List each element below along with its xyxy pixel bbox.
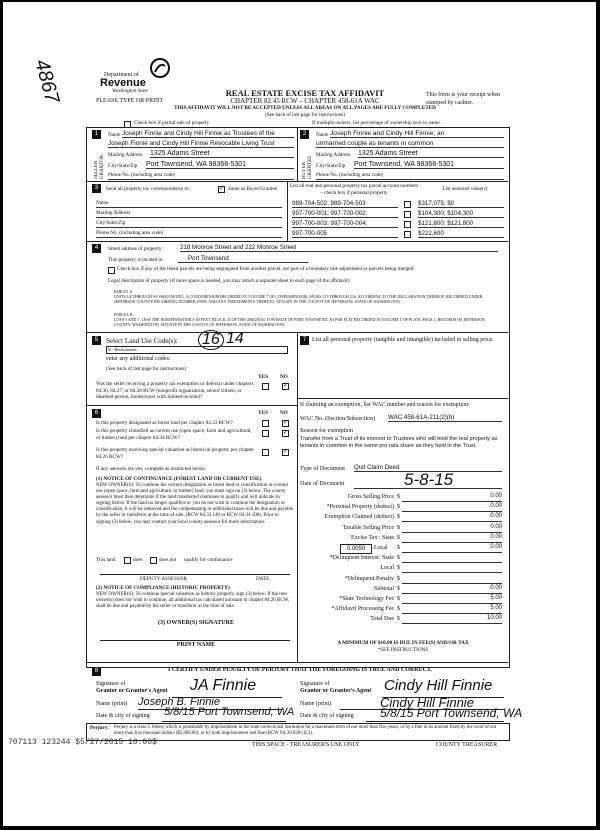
grantee-signature[interactable]: Cindy Hill Finnie	[384, 677, 493, 694]
perjury-label: Perjury:	[90, 725, 110, 731]
tax-row-label: *Delinquent Penalty	[344, 575, 394, 582]
does-label: does	[133, 557, 143, 563]
doc-date-label: Date of Document	[300, 481, 345, 487]
local-tax-value[interactable]: 0.00	[402, 544, 502, 553]
parcel-b-text: LOTS 5 AND 7, LESS THE NORTHWESTERLY 60 FEET, BLOCK 45 OF THE ORIGINAL TOWNSITE OF PORT TOWNSEND, AS PER PLAT RECORDED IN VOLUME 1 OF PLATS, PAGE 1, RECORDS OF JEFFERSON COUNTY, WASHINGTON. SITUATE IN THE COUNTY OF JEFFERSON, STATE OF WASHINGTON.	[114, 317, 485, 327]
sec6-q2-no[interactable]: ✓	[283, 430, 289, 436]
owner-signature-label: (3) OWNER(S) SIGNATURE	[158, 620, 234, 626]
tax-row-value[interactable]: 0.00	[402, 534, 502, 543]
section-1-number: 1	[92, 130, 101, 139]
sec3-city-label: City/State/Zip	[96, 220, 282, 228]
land-use-code-1[interactable]: 16	[198, 330, 224, 350]
sec6-q3-no[interactable]: ✓	[283, 449, 289, 455]
parcel-number[interactable]: 989-704-502; 989-704-503	[292, 200, 398, 208]
print-name-label: PRINT NAME	[176, 642, 216, 648]
dollar-sign: $	[397, 534, 400, 541]
seller-phone-label: Phone No. (including area code)	[108, 172, 294, 180]
parcel-b-label: PARCEL B	[114, 312, 133, 317]
grantor-sig-label-1: Signature of	[96, 681, 126, 687]
date-label: DATE	[256, 576, 270, 582]
grantor-sig-label-2: Grantor or Grantor's Agent	[96, 688, 168, 694]
grantee-date-label: Date & city of signing	[300, 713, 354, 719]
scan-border-top	[0, 0, 600, 2]
scan-border-bottom	[0, 826, 600, 830]
buyer-phone-label: Phone No. (including area code)	[316, 172, 504, 180]
tax-row-value[interactable]	[402, 564, 502, 573]
tax-row-value[interactable]: 0.00	[402, 524, 502, 533]
tax-row-value[interactable]	[402, 554, 502, 563]
personal-property-checkbox[interactable]	[404, 211, 411, 218]
land-use-see-back: (See back of last page for instructions)	[106, 366, 187, 372]
noc-title: (1) NOTICE OF CONTINUANCE (FOREST LAND OR CURRENT USE)	[96, 476, 262, 482]
personal-property-checkbox[interactable]	[404, 201, 411, 208]
type-or-print: PLEASE TYPE OR PRINT	[96, 98, 164, 104]
same-as-buyer-label: Same as Buyer/Grantee	[228, 186, 277, 192]
land-use-code-2[interactable]: 14	[226, 330, 244, 347]
local-rate[interactable]: 0.0050	[340, 544, 372, 554]
perjury-text: Perjury is a class C felony which is punishable by imprisonment in the state correctional institution for a maximum term of not more than five years, or by a fine in an amount fixed by the court of not more than five thousand dollars ($5,000.00), or by both imprisonment and fine (RCW 9A.20.020 (1C)).	[114, 725, 497, 736]
buyer-city-label: City/State/Zip	[316, 163, 346, 169]
personal-property-checkbox[interactable]	[404, 231, 411, 238]
segregated-label: Check box if any of the listed parcels are being segregated from another parcel, are part of a boundary line adjustment or parcels being merged.	[117, 266, 415, 272]
form-title: REAL ESTATE EXCISE TAX AFFIDAVIT	[225, 88, 385, 98]
personal-property-label: List all personal property (tangible and intangible) included in selling price.	[312, 337, 494, 343]
treasurer-use-only: THIS SPACE - TREASURER'S USE ONLY	[252, 742, 360, 748]
grantee-sig-label-1: Signature of	[300, 681, 330, 687]
parcel-number[interactable]: 997-700-005	[292, 230, 398, 238]
grantee-date-city[interactable]: 5/8/15 Port Townsend, WA	[380, 706, 523, 720]
wac-number[interactable]: WAC 458-61A-211(2)(b)	[388, 414, 502, 422]
tax-row-label: *Affidavit Processing Fee	[331, 606, 394, 613]
same-as-buyer-checkbox[interactable]: ✓	[219, 186, 225, 192]
see-instructions: *SEE INSTRUCTIONS	[377, 647, 429, 653]
dollar-sign: $	[397, 555, 400, 562]
treasurer-stamp: 707113 123244 $5/27/2015 10.00$	[8, 738, 157, 747]
seller-vertical-label: SELLER GRANTOR	[94, 154, 105, 179]
dollar-sign: $	[397, 606, 400, 613]
dollar-sign: $	[397, 616, 400, 623]
tax-row-label: Taxable Selling Price	[342, 524, 394, 531]
seller-mail-label: Mailing Address	[108, 152, 143, 158]
sec6-q2: Is this property classified as current use (open space, farm and agricultural, or timber) land per chapter 84.34 RCW?	[96, 428, 252, 441]
send-correspondence-label: Send all property tax correspondence to:	[106, 186, 190, 192]
land-use-label: Select Land Use Code(s):	[106, 337, 178, 345]
dept-line1: Department of	[104, 72, 139, 78]
grantor-date-city[interactable]: 5/8/15 Port Townsend, WA	[164, 706, 295, 718]
doc-date[interactable]: 5-8-15	[404, 470, 454, 489]
section-8-number: 8	[92, 667, 101, 676]
grantor-date-label: Date & city of signing	[96, 713, 150, 719]
local-label: Local	[374, 545, 388, 551]
form-chapter: CHAPTER 82.45 RCW – CHAPTER 458-61A WAC	[230, 97, 380, 105]
dept-line2: Revenue	[100, 77, 146, 89]
parcel-number[interactable]: 997-700-001; 997-700-002;	[292, 210, 398, 218]
street-label: Street address of property:	[108, 246, 163, 252]
scan-border-right	[596, 0, 600, 830]
receipt-note: This form is your receipt when stamped by cashier.	[426, 92, 501, 106]
tax-row-value[interactable]: 5.00	[402, 605, 502, 614]
dollar-sign: $	[397, 514, 400, 521]
tax-row-label: Local	[380, 565, 394, 572]
noc-text: NEW OWNER(S): To continue the current designation as forest land or classification as current use (open space, farm and agriculture, or timber) land, you must sign on (3) below. The county assessor must then determine if the land transferred continues to qualify and will indicate by signing below. If the land no longer qualifies or you do not wish to continue the designation or classification, it will be removed and the compensating or additional taxes will be due and payable by the seller or transferor at the time of sale. (RCW 84.33.140 or RCW 84.34.108). Prior to signing (3) below, you may contact your local county assessor for more information.	[96, 483, 294, 525]
sec3-phone-label: Phone No. (including area code)	[96, 230, 282, 238]
section-6-number: 6	[92, 409, 101, 418]
section-5-number: 5	[92, 336, 101, 345]
tax-row-label: *Delinquent Interest: State	[329, 555, 394, 562]
dollar-sign: $	[397, 545, 400, 551]
section-7-number: 7	[300, 336, 309, 345]
seller-city[interactable]: Port Townsend, WA 98368-5301	[146, 161, 294, 169]
parcel-header: List all real and personal property tax parcel account numbers – check box if personal property	[289, 183, 419, 196]
tax-row-label: Excise Tax : State	[351, 534, 394, 541]
sec6-no: NO	[280, 410, 288, 416]
does-checkbox[interactable]	[124, 557, 131, 564]
assessed-value[interactable]: $104,300; $104,300	[418, 210, 504, 218]
sec3-name-label: Name	[96, 200, 282, 208]
assessed-value[interactable]: $222,600	[418, 230, 504, 238]
sec5-question: Was the seller receiving a property tax exemption or deferral under chapters 84.36, 84.37, or 84.38 RCW (nonprofit organization, senior citizen, or disabled person, homeowner with limited income)?	[96, 381, 254, 400]
minimum-due: A MINIMUM OF $10.00 IS DUE IN FEE(S) AND/OR TAX	[337, 640, 469, 646]
sec6-q1-yes[interactable]	[262, 420, 269, 427]
does-not-label: does not	[159, 557, 177, 563]
dollar-sign: $	[397, 524, 400, 531]
sec6-q1: Is this property designated as forest land per chapter 84.33 RCW?	[96, 420, 233, 426]
exemption-label: If claiming an exemption, list WAC number and reason for exemption:	[300, 402, 470, 408]
qualify-label: qualify for continuance	[184, 557, 233, 563]
tax-row-value[interactable]	[402, 575, 502, 584]
dollar-sign: $	[397, 585, 400, 592]
sec6-q3: Is this property receiving special valuation as historical property per chapter 84.26 RCW?	[96, 447, 254, 460]
hist-title: (2) NOTICE OF COMPLIANCE (HISTORIC PROPERTY)	[96, 585, 230, 591]
sec6-if-yes: If any answers are yes, complete as instructed below.	[96, 466, 207, 472]
buyer-name-line1[interactable]: Joseph Finnie and Cindy Hill Finnie; an	[330, 130, 504, 138]
county-treasurer: COUNTY TREASURER	[436, 742, 498, 748]
dept-line3: Washington State	[112, 88, 148, 94]
seller-name-line2[interactable]: Joseph Finnie and Cindy Hill Finnie Revocable Living Trust	[108, 140, 294, 148]
parcel-a-label: PARCEL A	[114, 289, 133, 294]
grantee-name[interactable]: Cindy Hill Finnie	[380, 695, 474, 710]
personal-property-checkbox[interactable]	[404, 221, 411, 228]
buyer-vertical-label: BUYER GRANTEE	[302, 155, 313, 179]
partial-sale-label: Check box if partial sale of property	[134, 120, 210, 126]
assessed-value[interactable]: $317,075; $0	[418, 200, 504, 208]
buyer-mail-label: Mailing Address	[316, 152, 351, 158]
sec3-mail-label: Mailing Address	[96, 210, 282, 218]
assessed-value[interactable]: $121,800; $121,800	[418, 220, 504, 228]
dollar-sign: $	[397, 575, 400, 582]
tax-row-label: Subtotal	[373, 585, 394, 592]
dollar-sign: $	[397, 494, 400, 500]
tax-row-label: *State Technology Fee	[339, 596, 394, 602]
section-3-number: 3	[92, 184, 101, 193]
buyer-mail[interactable]: 1325 Adams Street	[358, 150, 504, 158]
seller-city-label: City/State/Zip	[108, 163, 138, 169]
tax-row-label: *Personal Property (deduct)	[326, 504, 394, 511]
doc-type-label: Type of Document	[300, 466, 345, 472]
tax-row-value[interactable]: 0.00	[402, 503, 502, 512]
see-back-note: (See back of last page for instructions)	[264, 112, 346, 118]
dollar-sign: $	[397, 565, 400, 572]
located-city[interactable]: Port Townsend	[178, 255, 308, 263]
section-2-number: 2	[300, 130, 309, 139]
tax-row-value[interactable]: 0.00	[402, 513, 502, 522]
tax-row-value[interactable]: 5.00	[402, 595, 502, 604]
this-land-label: This land	[96, 557, 116, 563]
located-label: This property is located in	[108, 257, 163, 263]
value-header: List assessed value(s)	[442, 186, 488, 192]
land-use-select[interactable]: 16 - Hotels/motels	[106, 346, 288, 354]
dollar-sign: $	[397, 596, 400, 602]
tax-row-label: Exemption Claimed (deduct)	[324, 514, 394, 521]
sec5-yes: YES	[258, 374, 269, 380]
buyer-name-label: Name	[316, 132, 329, 138]
tax-row-label: Gross Selling Price	[347, 494, 394, 500]
reason-label: Reason for exemption	[300, 428, 353, 434]
sec5-q1-yes[interactable]	[262, 383, 269, 390]
tax-row-value[interactable]: 0.00	[402, 585, 502, 594]
wac-label: WAC No. (Section/Subsection)	[300, 416, 376, 422]
reason-text[interactable]: Transfer from a Trust of its interest to Trustees who will hold the real property as tenants in common in the same pro rata share as they held in the Trust.	[300, 436, 498, 449]
parcel-a-text: UNITS 1A THROUGH 9A SWAN HOTEL, A CONDOMINIUM RECORDED IN VOLUME 7 OF CONDOMINIUMS, PAGES 213 THROUGH 216, ACCORDING TO THE DECLARATION THEREOF, RECORDED UNDER JEFFERSON COUNTY RECORDING NUMBER 23909, AND ANY AMENDMENTS THERETO, SITUATE IN THE COUNTY OF JEFFERSON, STATE OF WASHINGTON.	[114, 294, 483, 304]
buyer-city[interactable]: Port Townsend, WA 98368-5301	[354, 161, 504, 169]
section-4-number: 4	[92, 244, 101, 253]
margin-note: 4867	[30, 57, 64, 106]
does-not-checkbox[interactable]	[150, 557, 157, 564]
not-accepted-notice: THIS AFFIDAVIT WILL NOT BE ACCEPTED UNLESS ALL AREAS ON ALL PAGES ARE FULLY COMPLETED	[174, 105, 436, 111]
grantee-name-label: Name (print)	[300, 701, 332, 707]
sec6-q2-yes[interactable]	[262, 430, 269, 437]
buyer-name-line2[interactable]: unmarried couple as tenants in common	[316, 140, 504, 148]
tax-row-label: Total Due	[370, 616, 394, 623]
tax-row-value[interactable]: 0.00	[402, 493, 502, 502]
deputy-assessor-label: DEPUTY ASSESSOR	[140, 576, 187, 582]
doc-type[interactable]: Quit Claim Deed	[354, 464, 502, 472]
grantee-sig-label-2: Grantor or Grantee's Agent	[300, 688, 372, 694]
grantor-name-label: Name (print)	[96, 701, 128, 707]
segregated-checkbox[interactable]	[108, 267, 115, 274]
sec5-q1-no[interactable]: ✓	[283, 383, 289, 389]
dollar-sign: $	[397, 504, 400, 511]
parcel-number[interactable]: 997-700-003; 997-700-004;	[292, 220, 398, 228]
street-address[interactable]: 218 Monroe Street and 222 Monroe Street	[180, 244, 498, 252]
seller-mail[interactable]: 1325 Adams Street	[150, 150, 294, 158]
sec6-q3-yes[interactable]	[262, 449, 269, 456]
seller-name-label: Name	[108, 132, 121, 138]
tax-row-value[interactable]: 10.00	[402, 615, 502, 624]
multiple-owners-note: If multiple owners, list percentage of ownership next to name.	[312, 120, 441, 126]
seller-name-line1[interactable]: Joseph Finnie and Cindy Hill Finnie as Trustees of the	[122, 130, 294, 138]
certify-statement: I CERTIFY UNDER PENALTY OF PERJURY THAT THE FOREGOING IS TRUE AND CORRECT.	[167, 667, 432, 673]
legal-desc-label: Legal description of property (if more space is needed, you may attach a separate sheet to each page of the affidavit)	[108, 278, 350, 284]
grantor-name[interactable]: Joseph B. Finnie	[138, 696, 220, 708]
sec5-no: NO	[280, 374, 288, 380]
scan-border-left	[0, 0, 3, 830]
sec6-yes: YES	[258, 410, 269, 416]
dor-logo-icon	[152, 60, 168, 76]
additional-codes-label: enter any additional codes:	[106, 356, 171, 362]
dor-logo	[150, 58, 170, 78]
sec6-q1-no[interactable]: ✓	[283, 420, 289, 426]
grantor-signature[interactable]: JA Finnie	[190, 677, 257, 694]
hist-text: NEW OWNER(S): To continue special valuation as historic property, sign (3) below. If the new owner(s) does not wish to continue, all additional tax calculated pursuant to chapter 84.26 RCW, shall be due and payable by the seller or transferor at the time of sale.	[96, 592, 290, 610]
